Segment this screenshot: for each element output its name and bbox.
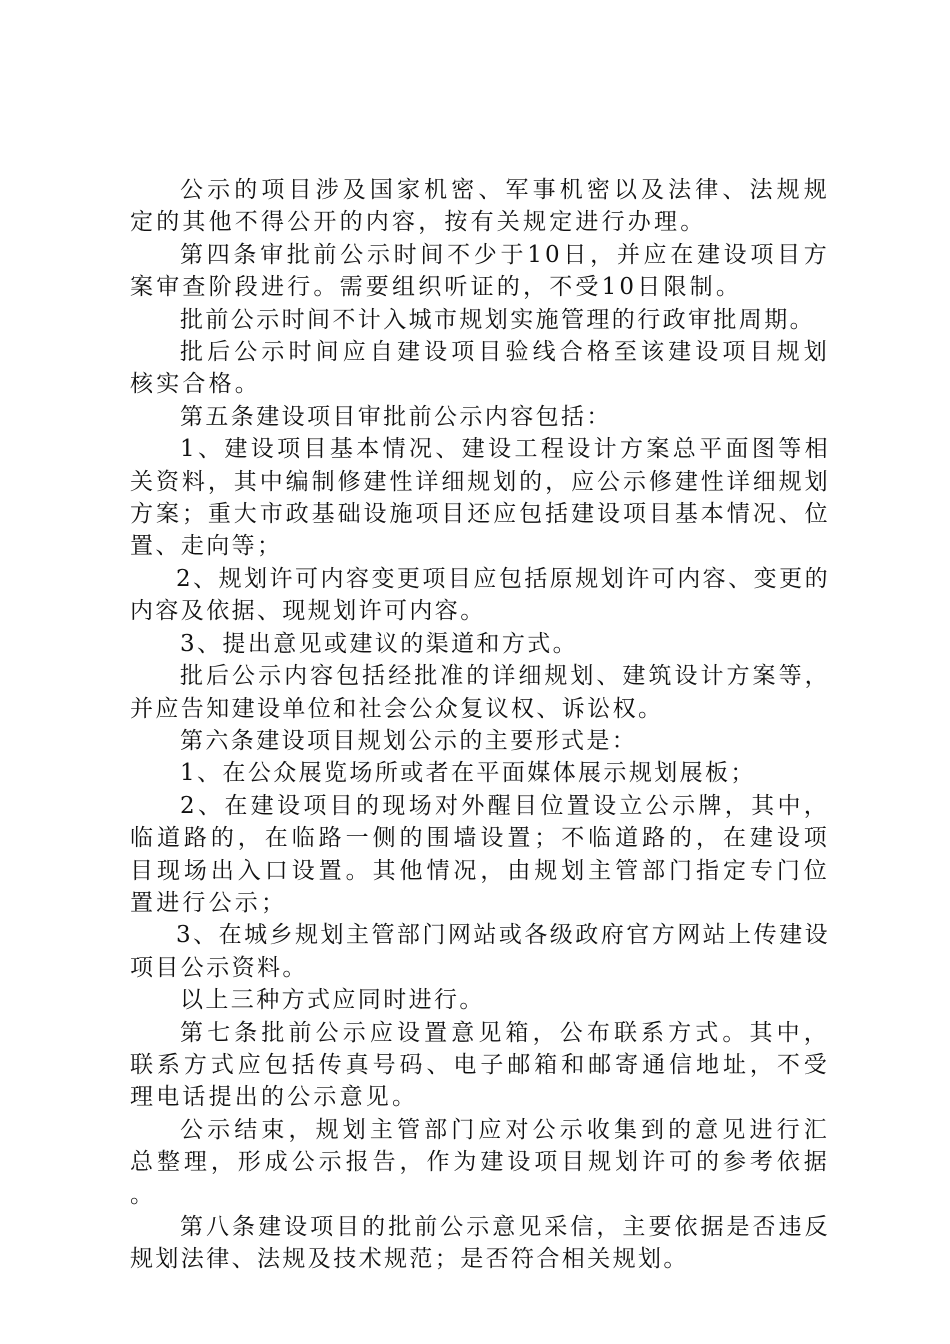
paragraph-post-approval-content: 批后公示内容包括经批准的详细规划、建筑设计方案等，并应告知建设单位和社会公众复议权、诉讼权。	[130, 663, 830, 722]
paragraph-pre-approval-period: 批前公示时间不计入城市规划实施管理的行政审批周期。	[180, 306, 815, 333]
list-item-5-1: 1、建设项目基本情况、建设工程设计方案总平面图等相关资料，其中编制修建性详细规划的，应公示修建性详细规划方案；重大市政基础设施项目还应包括建设项目基本情况、位置、走向等；	[130, 436, 830, 560]
paragraph-simultaneous: 以上三种方式应同时进行。	[180, 987, 485, 1014]
list-item-6-1: 1、在公众展览场所或者在平面媒体展示规划展板；	[180, 760, 756, 787]
list-item-5-3: 3、提出意见或建议的渠道和方式。	[180, 630, 579, 657]
paragraph-publicity-report: 公示结束，规划主管部门应对公示收集到的意见进行汇总整理，形成公示报告，作为建设项目规划许可的参考依据。	[130, 1116, 830, 1208]
paragraph-article-8: 第八条建设项目的批前公示意见采信，主要依据是否违反规划法律、法规及技术规范；是否符合相关规划。	[130, 1214, 830, 1273]
list-item-6-2: 2、在建设项目的现场对外醒目位置设立公示牌，其中，临道路的，在临路一侧的围墙设置；不临道路的，在建设项目现场出入口设置。其他情况，由规划主管部门指定专门位置进行公示；	[130, 792, 830, 916]
list-item-6-3: 3、在城乡规划主管部门网站或各级政府官方网站上传建设项目公示资料。	[130, 922, 830, 981]
list-item-5-2: 2、规划许可内容变更项目应包括原规划许可内容、变更的内容及依据、现规划许可内容。	[130, 565, 830, 625]
document-body	[130, 174, 830, 1276]
paragraph-post-approval-period: 批后公示时间应自建设项目验线合格至该建设项目规划核实合格。	[130, 339, 830, 398]
paragraph-article-6: 第六条建设项目规划公示的主要形式是：	[180, 727, 638, 754]
paragraph-article-5: 第五条建设项目审批前公示内容包括：	[180, 403, 612, 430]
paragraph-article-7: 第七条批前公示应设置意见箱，公布联系方式。其中，联系方式应包括传真号码、电子邮箱和邮寄通信地址，不受理电话提出的公示意见。	[130, 1019, 830, 1111]
paragraph-article-4: 第四条审批前公示时间不少于10日，并应在建设项目方案审查阶段进行。需要组织听证的，不受10日限制。	[130, 241, 830, 301]
paragraph-confidential-exception: 公示的项目涉及国家机密、军事机密以及法律、法规规定的其他不得公开的内容，按有关规定进行办理。	[130, 177, 830, 236]
